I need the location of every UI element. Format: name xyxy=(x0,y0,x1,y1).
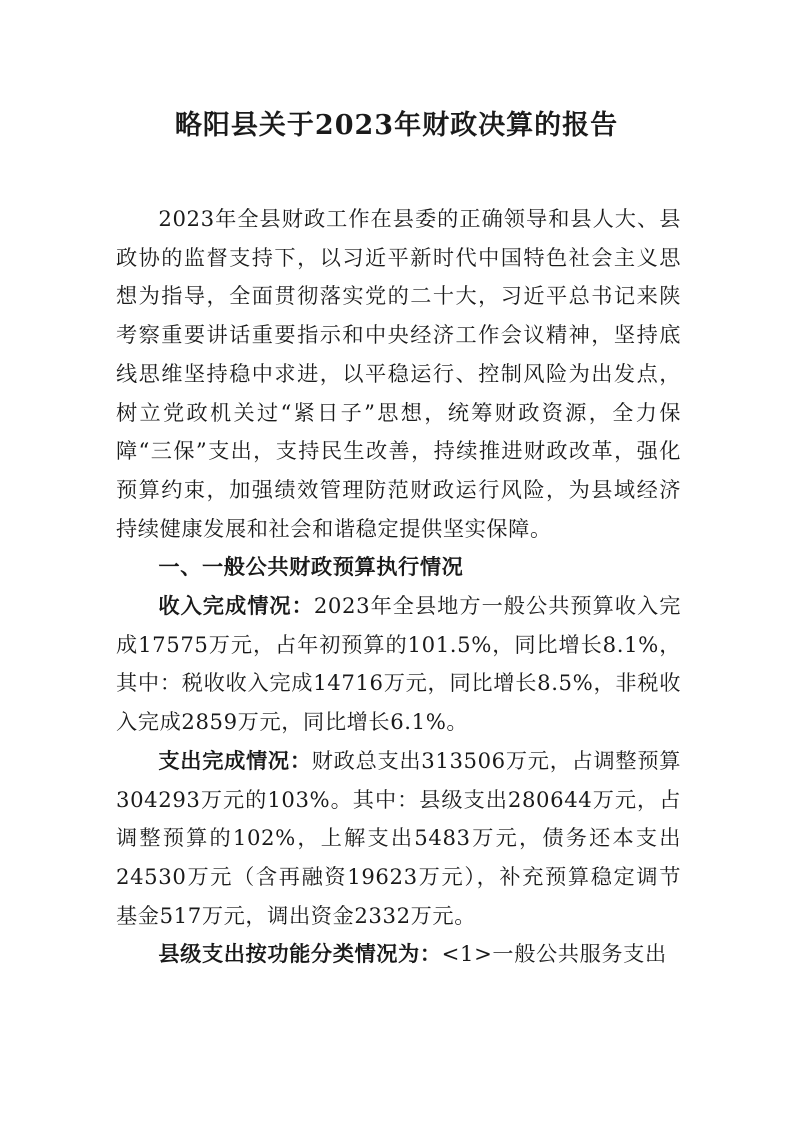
expense-paragraph xyxy=(116,742,681,936)
document-title: 略阳县关于2023年财政决算的报告 xyxy=(174,110,619,141)
function-lead: 县级支出按功能分类情况为： xyxy=(158,941,442,967)
function-text: <1>一般公共服务支出 xyxy=(441,941,667,967)
document-body xyxy=(116,200,681,974)
expense-text: 财政总支出313506万元，占调整预算304293万元的103%。其中：县级支出280644万元，占调整预算的102%，上解支出5483万元，债务还本支出24530万元（含再融资19623万元），补充预算稳定调节基金517万元，调出资金2332万元。 xyxy=(116,747,682,928)
expense-lead: 支出完成情况： xyxy=(158,747,312,773)
intro-paragraph: 2023年全县财政工作在县委的正确领导和县人大、县政协的监督支持下，以习近平新时代中国特色社会主义思想为指导，全面贯彻落实党的二十大，习近平总书记来陕考察重要讲话重要指示和中央经济工作会议精神，坚持底线思维坚持稳中求进，以平稳运行、控制风险为出发点，树立党政机关过“紧日子”思想，统筹财政资源，全力保障“三保”支出，支持民生改善，持续推进财政改革，强化预算约束，加强绩效管理防范财政运行风险，为县域经济持续健康发展和社会和谐稳定提供坚实保障。 xyxy=(116,206,681,541)
section-heading: 一、一般公共财政预算执行情况 xyxy=(158,554,464,580)
income-lead: 收入完成情况： xyxy=(158,593,314,619)
income-text: 2023年全县地方一般公共预算收入完成17575万元，占年初预算的101.5%，同比增长8.1%，其中：税收收入完成14716万元，同比增长8.5%，非税收入完成2859万元，同比增长6.1%。 xyxy=(116,593,681,735)
function-paragraph xyxy=(116,935,681,974)
income-paragraph xyxy=(116,587,681,742)
